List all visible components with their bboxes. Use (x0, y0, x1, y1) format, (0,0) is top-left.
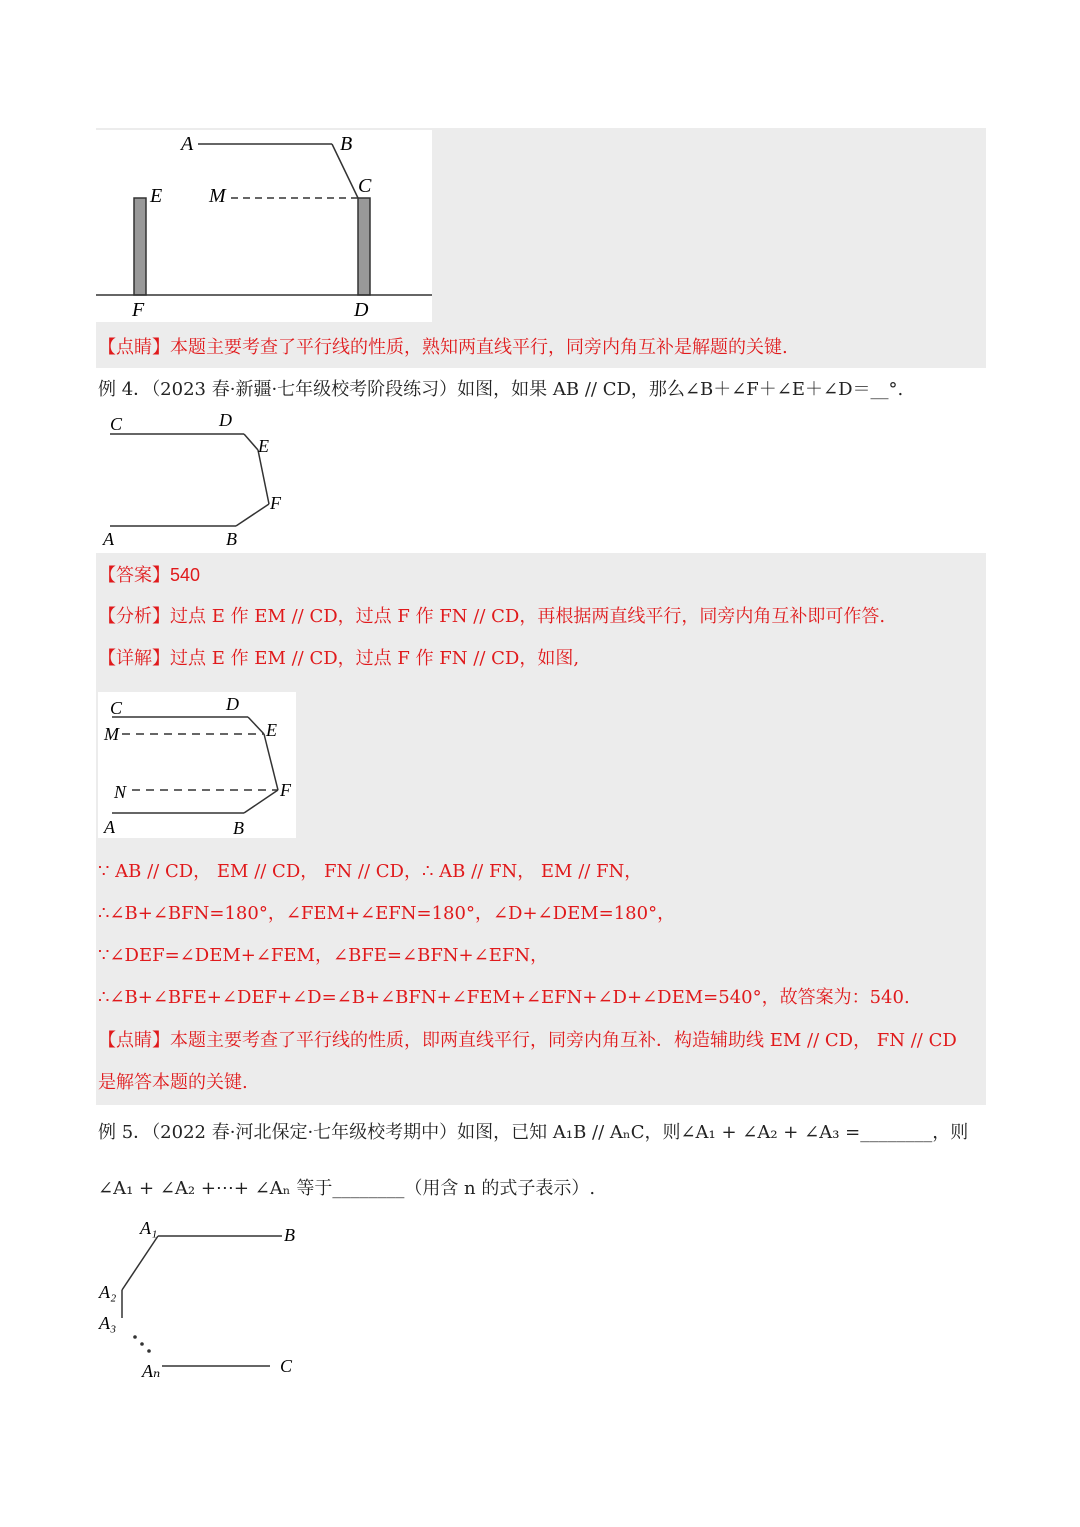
example5-figure (94, 1212, 314, 1390)
answer-tag: 【答案】 (98, 565, 170, 586)
analysis-tag: 【分析】 (98, 606, 170, 627)
label-C: C (280, 1356, 293, 1376)
label-D: D (354, 299, 369, 321)
label-A: A (103, 529, 114, 549)
example4-answer (98, 563, 200, 588)
label-F: F (270, 493, 281, 513)
dianjing-text: 本题主要考查了平行线的性质，熟知两直线平行，同旁内角互补是解题的关键. (170, 337, 788, 358)
label-E: E (258, 436, 269, 456)
label-A2: A₂ (99, 1282, 117, 1302)
label-B: B (233, 818, 244, 838)
detail-step-1: ∵ AB // CD， EM // CD， FN // CD，∴ AB // FN， EM // FN， (98, 861, 643, 882)
example-source: （2023 春·新疆·七年级校考阶段练习） (151, 379, 458, 400)
example4-dianjing (98, 1029, 957, 1053)
question-text: 如图，已知 A₁B // AₙC，则∠A₁ + ∠A₂ + ∠A₃ =________，则 (457, 1122, 969, 1143)
label-C: C (110, 414, 123, 434)
answer-value: 540 (170, 565, 201, 585)
label-D: D (219, 410, 232, 430)
example-source: （2022 春·河北保定·七年级校考期中） (151, 1122, 458, 1143)
example4-dianjing-line2: 是解答本题的关键. (98, 1072, 248, 1093)
example3-figure (96, 130, 432, 322)
detail-step-3: ∵∠DEF=∠DEM+∠FEM，∠BFE=∠BFN+∠EFN， (98, 945, 549, 966)
label-F: F (132, 299, 145, 321)
example4-analysis (98, 605, 885, 629)
label-M: M (209, 185, 226, 207)
example5-question-line2: ∠A₁ + ∠A₂ +⋯+ ∠Aₙ 等于________（用含 n 的式子表示）. (98, 1178, 596, 1199)
dianjing-tag: 【点睛】 (98, 1030, 170, 1051)
detail-step-4: ∴∠B+∠BFE+∠DEF+∠D=∠B+∠BFN+∠FEM+∠EFN+∠D+∠DEM=540°，故答案为：540. (98, 987, 910, 1008)
example4-detail (98, 647, 579, 671)
label-B: B (284, 1225, 295, 1245)
dianjing-text: 本题主要考查了平行线的性质，即两直线平行，同旁内角互补．构造辅助线 EM // CD， FN // CD (170, 1030, 957, 1051)
label-B: B (226, 529, 237, 549)
label-A: A (104, 817, 115, 837)
example4-figure (98, 408, 298, 553)
example4-detail-figure (98, 692, 296, 838)
label-D: D (226, 694, 239, 714)
example-number: 例 4． (98, 379, 152, 400)
label-A1: A₁ (140, 1218, 158, 1238)
detail-text: 过点 E 作 EM // CD，过点 F 作 FN // CD，如图, (170, 648, 580, 669)
label-A: A (181, 133, 194, 155)
label-N: N (114, 782, 127, 802)
question-text: 如图，如果 AB // CD，那么∠B＋∠F＋∠E＋∠D＝__°. (457, 379, 904, 400)
label-A3: A₃ (99, 1313, 117, 1333)
label-C: C (358, 175, 372, 197)
example4-question (98, 378, 903, 402)
label-An: Aₙ (142, 1361, 161, 1381)
label-E: E (266, 720, 277, 740)
example-number: 例 5． (98, 1122, 152, 1143)
label-F: F (280, 780, 291, 800)
label-C: C (110, 698, 123, 718)
label-E: E (150, 185, 163, 207)
example3-dianjing (98, 336, 788, 360)
detail-step-2: ∴∠B+∠BFN=180°，∠FEM+∠EFN=180°，∠D+∠DEM=180°， (98, 903, 676, 924)
example5-question (98, 1121, 968, 1145)
label-B: B (340, 133, 353, 155)
label-M: M (104, 724, 119, 744)
detail-tag: 【详解】 (98, 648, 170, 669)
dianjing-tag: 【点睛】 (98, 337, 170, 358)
analysis-text: 过点 E 作 EM // CD，过点 F 作 FN // CD，再根据两直线平行，同旁内角互补即可作答. (170, 606, 886, 627)
